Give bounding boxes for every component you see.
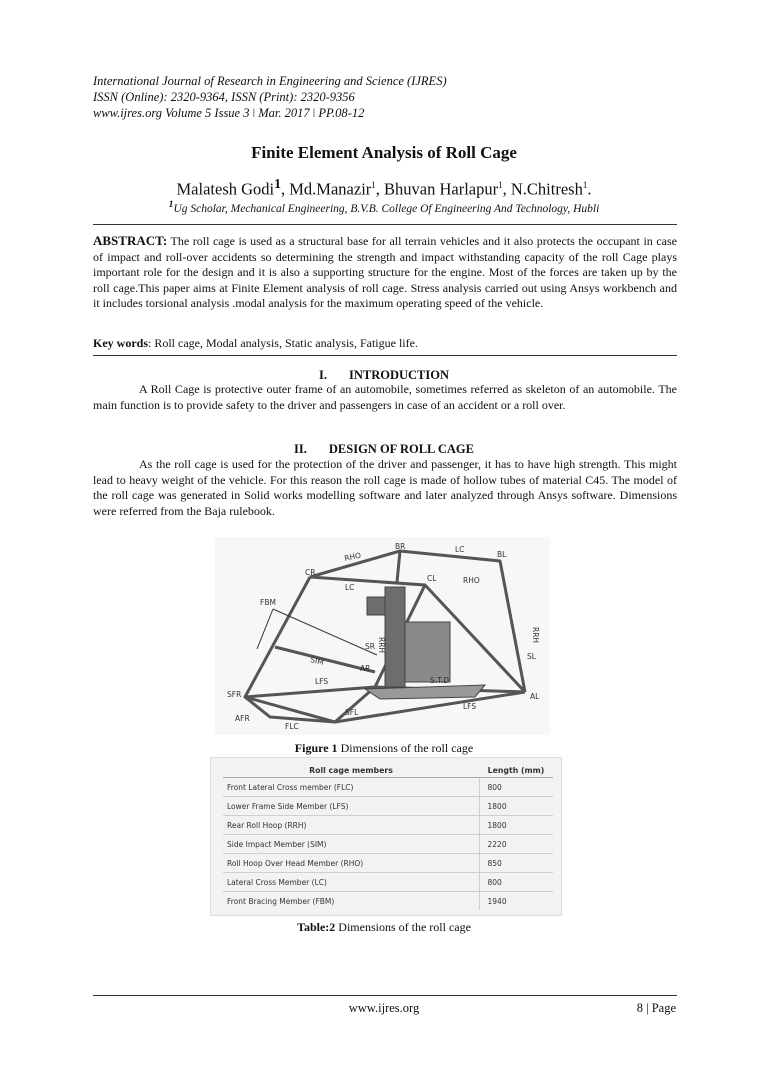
table-header-row xyxy=(223,764,553,778)
section-title: INTRODUCTION xyxy=(348,368,449,382)
label-afr: AFR xyxy=(235,714,250,723)
table-header: Length (mm) xyxy=(479,764,553,778)
section-number: II. xyxy=(294,442,307,456)
affiliation-sup: 1 xyxy=(168,199,174,210)
section-text: A Roll Cage is protective outer frame of an automobile, sometimes referred as skeleton of an automobile. The main function is to provide safety to the driver and passengers in case of an accident or a roll over. xyxy=(93,382,677,412)
affiliation-text: Ug Scholar, Mechanical Engineering, B.V.B. College Of Engineering And Technology, Hubli xyxy=(173,202,600,215)
table-cell: 850 xyxy=(479,854,553,873)
label-std: S.T.D xyxy=(430,676,449,685)
journal-volume: www.ijres.org Volume 5 Issue 3 ǀ Mar. 2017 ǀ PP.08-12 xyxy=(93,106,365,120)
table-cell: 800 xyxy=(479,778,553,797)
paper-title: Finite Element Analysis of Roll Cage xyxy=(251,143,517,162)
label-sfl: SFL xyxy=(345,708,359,717)
table-row xyxy=(223,816,553,835)
keywords-label: Key words xyxy=(93,336,148,350)
table-row xyxy=(223,854,553,873)
section-title: DESIGN OF ROLL CAGE xyxy=(328,442,474,456)
keywords-text: : Roll cage, Modal analysis, Static analysis, Fatigue life. xyxy=(148,336,418,350)
table-cell: Rear Roll Hoop (RRH) xyxy=(223,816,479,835)
table-cell: 2220 xyxy=(479,835,553,854)
label-al: AL xyxy=(530,692,540,701)
table-cell: 1800 xyxy=(479,797,553,816)
label-rrh: RRH xyxy=(531,627,540,644)
label-lfs: LFS xyxy=(315,677,329,686)
author-sup: 1 xyxy=(498,180,503,190)
label-br: BR xyxy=(395,542,406,551)
author-list: Malatesh Godi$^1$, Md.Manazir$^1$, Bhuvan Harlapur$^1$, N.Chitresh$^1$. xyxy=(176,176,592,199)
divider xyxy=(93,224,677,225)
section-heading xyxy=(0,368,768,383)
label-cr: CR xyxy=(305,568,316,577)
author-sup: 1 xyxy=(582,180,588,190)
dimensions-table xyxy=(210,757,562,916)
label-cl: CL xyxy=(427,574,437,583)
section-heading xyxy=(0,442,768,457)
journal-issn: ISSN (Online): 2320-9364, ISSN (Print): 2320-9356 xyxy=(93,90,355,104)
footer-site: www.ijres.org xyxy=(348,1001,420,1015)
label-ar: AR xyxy=(360,664,371,673)
affiliation xyxy=(0,199,768,215)
keywords xyxy=(93,336,677,352)
table-cell: 1940 xyxy=(479,892,553,911)
roll-cage-figure xyxy=(215,537,550,735)
section-body xyxy=(93,382,677,413)
section-text: As the roll cage is used for the protection of the driver and passenger, it has to have high strength. This might lead to heavy weight of the vehicle. For this reason the roll cage is made of hollow tubes of material C45. The model of the roll cage was generated in Solid works modelling software and later analyzed through Ansys software. Dimensions were referred from the Baja rulebook. xyxy=(93,457,677,518)
table-cell: Front Lateral Cross member (FLC) xyxy=(223,778,479,797)
label-fbm: FBM xyxy=(260,598,276,607)
table-row xyxy=(223,892,553,911)
table-cell: Lateral Cross Member (LC) xyxy=(223,873,479,892)
label-lfs: LFS xyxy=(463,702,477,711)
table-cell: Side Impact Member (SIM) xyxy=(223,835,479,854)
author-name: Md.Manazir xyxy=(289,179,372,199)
abstract xyxy=(93,233,677,312)
label-flc: FLC xyxy=(285,722,299,731)
table xyxy=(223,764,553,910)
label-bl: BL xyxy=(497,550,507,559)
label-rho: RHO xyxy=(343,550,362,563)
table-row xyxy=(223,778,553,797)
section-number: I. xyxy=(318,368,327,382)
table-caption-label: Table:2 xyxy=(297,920,336,934)
author-name: N.Chitresh xyxy=(510,179,583,199)
page-number: 8 | Page xyxy=(636,1001,676,1015)
author-sup: 1 xyxy=(371,180,376,190)
label-lc: LC xyxy=(345,583,355,592)
table-row xyxy=(223,835,553,854)
divider xyxy=(93,355,677,356)
author-sup: 1 xyxy=(274,176,281,191)
label-rho: RHO xyxy=(463,576,480,585)
label-lc: LC xyxy=(455,545,465,554)
table-header: Roll cage members xyxy=(223,764,479,778)
label-rrh: RRH xyxy=(377,637,386,654)
table-cell: 1800 xyxy=(479,816,553,835)
label-sfr: SFR xyxy=(227,690,242,699)
table-cell: Front Bracing Member (FBM) xyxy=(223,892,479,911)
author-name: Malatesh Godi xyxy=(176,179,275,199)
journal-name: International Journal of Research in Engineering and Science (IJRES) xyxy=(93,74,447,88)
figure-caption xyxy=(0,741,768,756)
table-row xyxy=(223,873,553,892)
author-name: Bhuvan Harlapur xyxy=(384,179,499,199)
footer-divider xyxy=(93,995,677,996)
label-sl: SL xyxy=(527,652,536,661)
table-cell: 800 xyxy=(479,873,553,892)
abstract-text: The roll cage is used as a structural base for all terrain vehicles and it also protects the occupant in case of impact and roll-over accidents so determining the strength and impact withstanding capacity of the roll Cage plays important role for the design and it is also a supporting structure for the engine. Most of the forces are taken up by the roll cage.This paper aims at Finite Element analysis of roll cage. Stress analysis carried out using Ansys workbench and it includes torsional analysis .modal analysis for the maximum operating speed of the vehicle. xyxy=(93,234,677,311)
table-cell: Lower Frame Side Member (LFS) xyxy=(223,797,479,816)
table-row xyxy=(223,797,553,816)
label-sr: SR xyxy=(365,642,375,651)
table-cell: Roll Hoop Over Head Member (RHO) xyxy=(223,854,479,873)
table-caption-text: Dimensions of the roll cage xyxy=(335,920,471,934)
section-body xyxy=(93,457,677,519)
abstract-label: ABSTRACT: xyxy=(93,233,168,248)
label-sim: SIM xyxy=(309,655,325,667)
figure-caption-label: Figure 1 xyxy=(294,741,338,755)
figure-caption-text: Dimensions of the roll cage xyxy=(337,741,474,755)
table-caption xyxy=(0,920,768,935)
